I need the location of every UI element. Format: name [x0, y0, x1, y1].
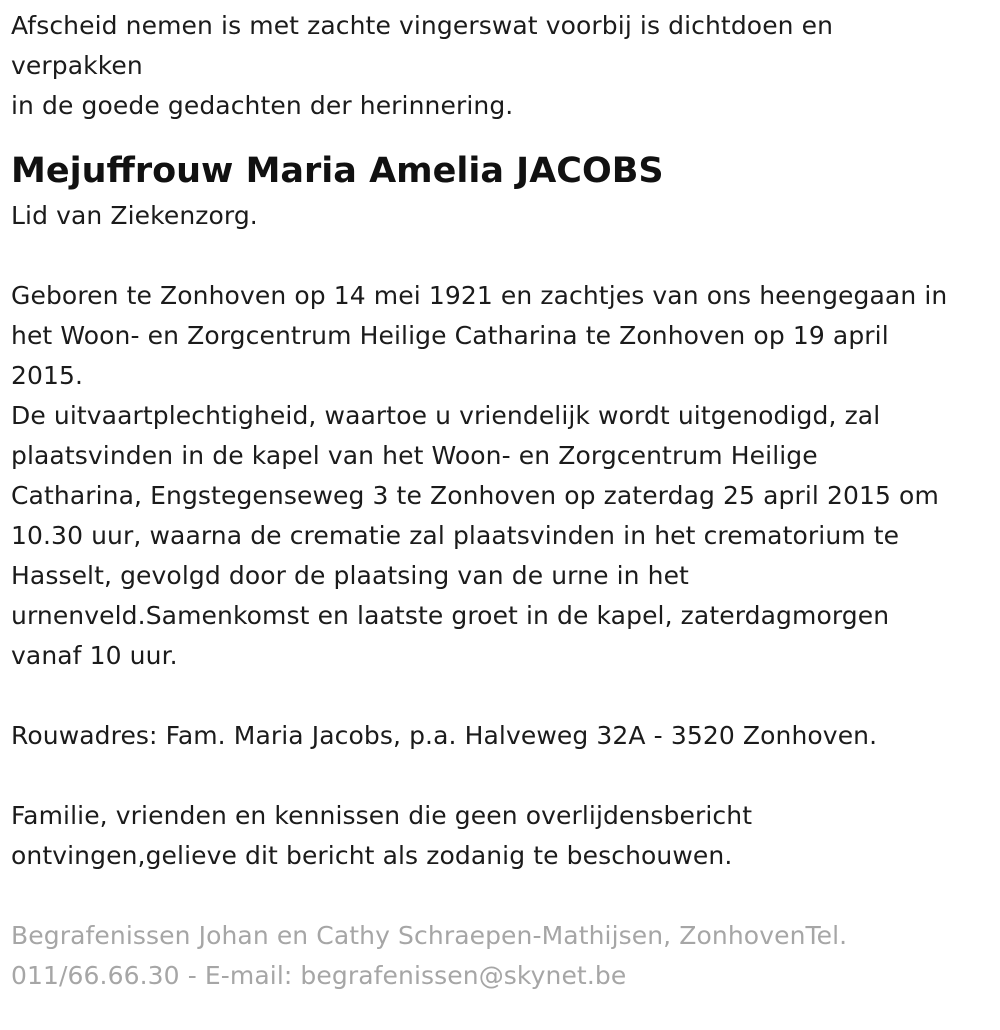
- text-line: plaatsvinden in de kapel van het Woon- en Zorgcentrum Heilige: [11, 441, 818, 470]
- text-line: Familie, vrienden en kennissen die geen overlijdensbericht: [11, 801, 753, 830]
- paragraph-gap: [11, 676, 988, 716]
- funeral-paragraph: [11, 396, 988, 676]
- text-line: Hasselt, gevolgd door de plaatsing van de urne in het: [11, 561, 689, 590]
- deceased-name: Mejuffrouw Maria Amelia JACOBS: [11, 151, 664, 191]
- text-line: Catharina, Engstegenseweg 3 te Zonhoven op zaterdag 25 april 2015 om: [11, 481, 939, 510]
- quote-line: in de goede gedachten der herinnering.: [11, 91, 514, 120]
- membership-text: Lid van Ziekenzorg.: [11, 201, 258, 230]
- footer-line: Begrafenissen Johan en Cathy Schraepen-Mathijsen, ZonhovenTel.: [11, 921, 848, 950]
- memorial-quote: [11, 6, 988, 126]
- text-line: De uitvaartplechtigheid, waartoe u vriendelijk wordt uitgenodigd, zal: [11, 401, 881, 430]
- quote-line: Afscheid nemen is met zachte vingerswat voorbij is dichtdoen en: [11, 11, 834, 40]
- funeral-home-footer: [11, 916, 988, 996]
- paragraph-gap: [11, 236, 988, 276]
- text-line: Geboren te Zonhoven op 14 mei 1921 en zachtjes van ons heengegaan in: [11, 281, 948, 310]
- text-line: urnenveld.Samenkomst en laatste groet in de kapel, zaterdagmorgen: [11, 601, 890, 630]
- text-line: het Woon- en Zorgcentrum Heilige Catharina te Zonhoven op 19 april: [11, 321, 889, 350]
- notice-paragraph: [11, 796, 988, 876]
- footer-line: 011/66.66.30 - E-mail: begrafenissen@skynet.be: [11, 961, 627, 990]
- text-line: 2015.: [11, 361, 84, 390]
- quote-line: verpakken: [11, 51, 143, 80]
- paragraph-gap: [11, 756, 988, 796]
- text-line: 10.30 uur, waarna de crematie zal plaatsvinden in het crematorium te: [11, 521, 900, 550]
- paragraph-gap: [11, 876, 988, 916]
- mourning-address: Rouwadres: Fam. Maria Jacobs, p.a. Halveweg 32A - 3520 Zonhoven.: [11, 721, 878, 750]
- text-line: ontvingen,gelieve dit bericht als zodanig te beschouwen.: [11, 841, 733, 870]
- birth-death-paragraph: [11, 276, 988, 396]
- text-line: vanaf 10 uur.: [11, 641, 178, 670]
